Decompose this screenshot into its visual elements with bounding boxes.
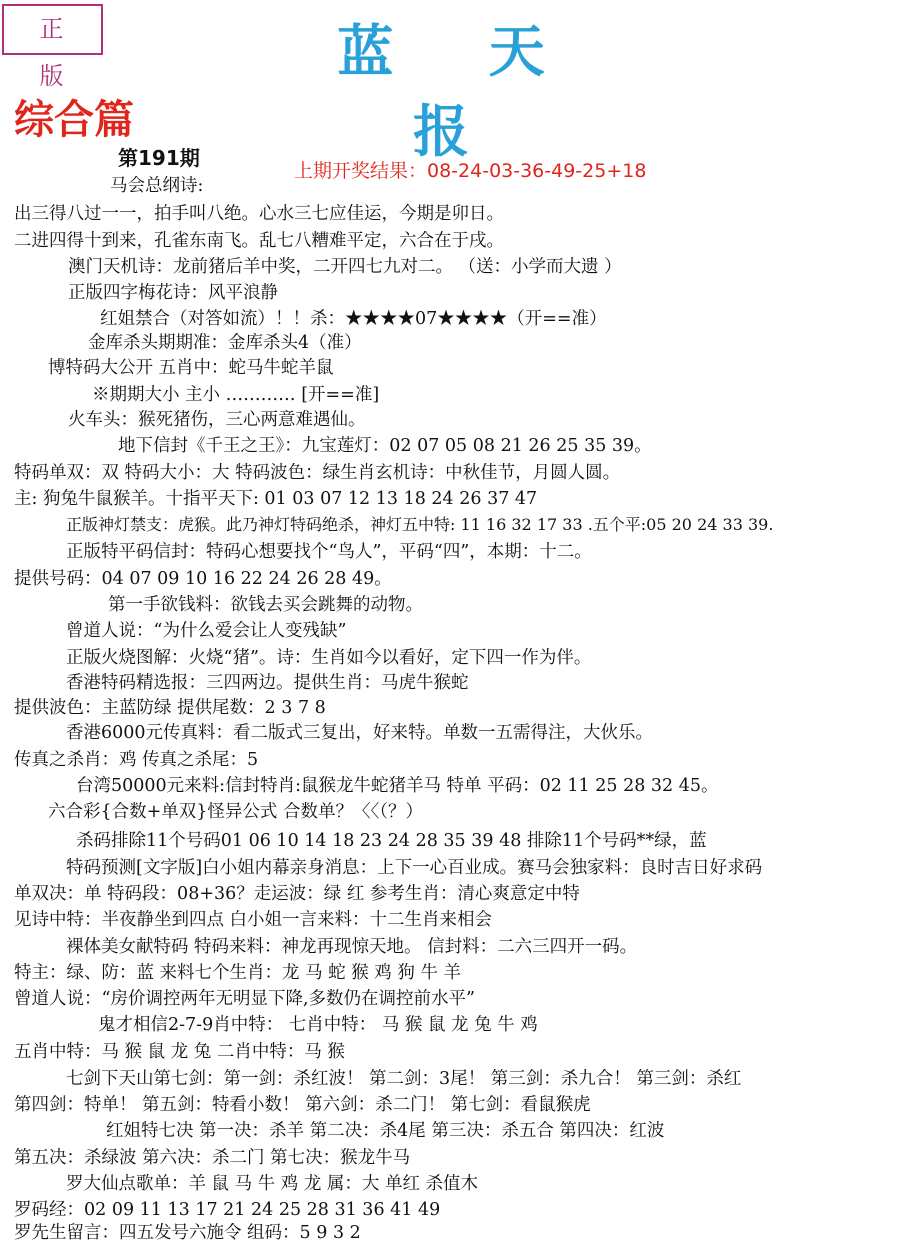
text-line: 曾道人说：“为什么爱会让人变残缺”	[66, 621, 347, 641]
text-line: 提供号码：04 07 09 10 16 22 24 26 28 49。	[14, 569, 392, 589]
last-draw-result: 上期开奖结果：08-24-03-36-49-25+18	[294, 160, 647, 182]
text-line: 罗先生留言：四五发号六施令 组码：5 9 3 2	[14, 1223, 361, 1243]
text-line: 见诗中特：半夜静坐到四点 白小姐一言来料：十二生肖来相会	[14, 910, 493, 930]
text-line: 主: 狗兔牛鼠猴羊。十指平天下: 01 03 07 12 13 18 24 26 37 47	[14, 489, 538, 509]
text-line: 红姐特七决 第一决：杀羊 第二决：杀4尾 第三决：杀五合 第四决：红波	[106, 1121, 665, 1141]
text-line: 红姐禁合（对答如流）！！杀：★★★★07★★★★（开==准）	[100, 309, 607, 329]
text-line: 五肖中特：马 猴 鼠 龙 兔 二肖中特：马 猴	[14, 1042, 345, 1062]
text-line: 博特码大公开 五肖中：蛇马牛蛇羊鼠	[48, 358, 334, 378]
text-line: 正版特平码信封：特码心想要找个“鸟人”，平码“四”，本期：十二。	[66, 542, 592, 562]
text-line: 出三得八过一一，拍手叫八绝。心水三七应佳运，今期是卯日。	[14, 204, 504, 224]
masthead-title: 蓝 天 报	[337, 19, 583, 165]
text-line: 马会总纲诗:	[110, 176, 204, 196]
text-line: 特主：绿、防：蓝 来料七个生肖：龙 马 蛇 猴 鸡 狗 牛 羊	[14, 963, 462, 983]
issue-number: 第191期	[118, 146, 200, 170]
text-line: 二进四得十到来，孔雀东南飞。乱七八糟难平定，六合在于戌。	[14, 231, 504, 251]
text-line: 台湾50000元来料:信封特肖:鼠猴龙牛蛇猪羊马 特单 平码：02 11 25 28 32 45。	[76, 776, 719, 796]
text-line: 提供波色：主蓝防绿 提供尾数：2 3 7 8	[14, 698, 326, 718]
text-line: 罗码经：02 09 11 13 17 21 24 25 28 31 36 41 49	[14, 1200, 441, 1220]
text-line: 正版四字梅花诗：风平浪静	[68, 283, 278, 303]
text-line: 曾道人说：“房价调控两年无明显下降,多数仍在调控前水平”	[14, 989, 475, 1009]
text-line: 第四剑：特单！ 第五剑：特看小数！ 第六剑：杀二门！ 第七剑：看鼠猴虎	[14, 1095, 591, 1115]
text-line: 火车头：猴死猪伤，三心两意难遇仙。	[68, 410, 366, 430]
text-line: ※期期大小 主小 ………… [开==准]	[92, 385, 380, 405]
text-line: 金库杀头期期准：金库杀头4（准）	[88, 333, 362, 353]
text-line: 地下信封《千王之王》：九宝莲灯：02 07 05 08 21 26 25 35 39。	[118, 436, 652, 456]
text-line: 第一手欲钱料：欲钱去买会跳舞的动物。	[108, 595, 423, 615]
text-line: 澳门天机诗：龙前猪后羊中奖，二开四七九对二。 （送：小学而大遗 ）	[68, 257, 622, 277]
text-line: 单双决：单 特码段：08+36？走运波：绿 红 参考生肖：清心爽意定中特	[14, 884, 580, 904]
text-line: 特码单双：双 特码大小：大 特码波色：绿生肖玄机诗：中秋佳节，月圆人圆。	[14, 463, 621, 483]
text-line: 六合彩{合数+单双}怪异公式 合数单？〈〈（？）	[48, 802, 423, 822]
text-line: 第五决：杀绿波 第六决：杀二门 第七决：猴龙牛马	[14, 1148, 411, 1168]
text-line: 香港6000元传真料：看二版式三复出，好来特。单数一五需得注，大伙乐。	[66, 723, 654, 743]
text-line: 裸体美女献特码 特码来料：神龙再现惊天地。 信封料：二六三四开一码。	[66, 937, 638, 957]
text-line: 正版火烧图解：火烧“猪”。诗：生肖如今以看好，定下四一作为伴。	[66, 648, 592, 668]
text-line: 正版神灯禁支：虎猴。此乃神灯特码绝杀，神灯五中特: 11 16 32 17 33 .五个平:05 20 24 33 39.	[66, 515, 774, 534]
text-line: 鬼才相信2-7-9肖中特： 七肖中特： 马 猴 鼠 龙 兔 牛 鸡	[98, 1015, 538, 1035]
section-title: 综合篇	[14, 96, 134, 143]
text-line: 罗大仙点歌单：羊 鼠 马 牛 鸡 龙 属：大 单红 杀值木	[66, 1174, 479, 1194]
text-line: 香港特码精选报：三四两边。提供生肖：马虎牛猴蛇	[66, 673, 469, 693]
text-line: 杀码排除11个号码01 06 10 14 18 23 24 28 35 39 48 排除11个号码**绿，蓝	[76, 831, 707, 851]
text-line: 传真之杀肖：鸡 传真之杀尾：5	[14, 750, 259, 770]
edition-stamp: 正 版	[2, 4, 103, 55]
text-line: 特码预测[文字版]白小姐内幕亲身消息：上下一心百业成。赛马会独家料：良时吉日好求码	[66, 858, 763, 878]
text-line: 七剑下天山第七剑：第一剑：杀红波！ 第二剑：3尾！ 第三剑：杀九合！ 第三剑：杀红	[66, 1069, 742, 1089]
